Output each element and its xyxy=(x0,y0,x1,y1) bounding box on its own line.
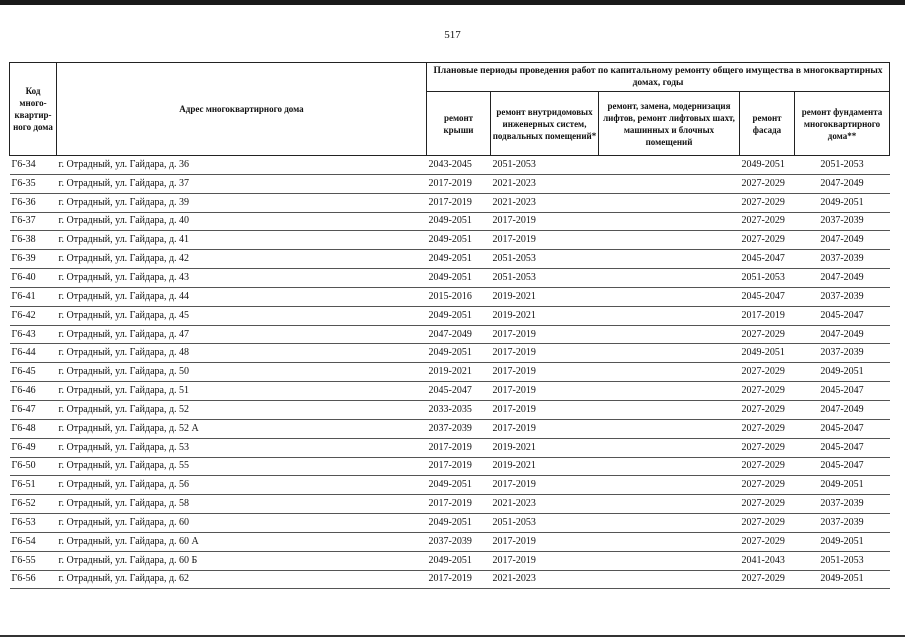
lift-repair-cell xyxy=(599,495,740,514)
roof-repair-cell: 2049-2051 xyxy=(427,514,491,533)
facade-repair-cell: 2049-2051 xyxy=(740,156,795,175)
table-row xyxy=(10,551,890,570)
roof-repair-cell: 2049-2051 xyxy=(427,476,491,495)
house-code-cell: Г6-51 xyxy=(10,476,57,495)
facade-repair-cell: 2041-2043 xyxy=(740,551,795,570)
address-cell: г. Отрадный, ул. Гайдара, д. 40 xyxy=(57,212,427,231)
facade-repair-cell: 2027-2029 xyxy=(740,400,795,419)
engineering-repair-cell: 2017-2019 xyxy=(491,476,599,495)
roof-repair-cell: 2033-2035 xyxy=(427,400,491,419)
foundation-repair-cell: 2037-2039 xyxy=(795,514,890,533)
engineering-repair-cell: 2019-2021 xyxy=(491,306,599,325)
engineering-repair-cell: 2021-2023 xyxy=(491,193,599,212)
engineering-repair-cell: 2017-2019 xyxy=(491,231,599,250)
foundation-repair-cell: 2047-2049 xyxy=(795,174,890,193)
house-code-cell: Г6-55 xyxy=(10,551,57,570)
lift-repair-cell xyxy=(599,438,740,457)
roof-repair-cell: 2037-2039 xyxy=(427,419,491,438)
table-row xyxy=(10,495,890,514)
roof-repair-cell: 2049-2051 xyxy=(427,269,491,288)
engineering-repair-cell: 2017-2019 xyxy=(491,363,599,382)
roof-repair-cell: 2017-2019 xyxy=(427,495,491,514)
lift-repair-cell xyxy=(599,363,740,382)
facade-repair-cell: 2027-2029 xyxy=(740,457,795,476)
header-code: Код много-квартир-ного дома xyxy=(10,63,57,156)
table-body xyxy=(10,156,890,589)
facade-repair-cell: 2049-2051 xyxy=(740,344,795,363)
roof-repair-cell: 2049-2051 xyxy=(427,250,491,269)
address-cell: г. Отрадный, ул. Гайдара, д. 60 А xyxy=(57,532,427,551)
engineering-repair-cell: 2017-2019 xyxy=(491,400,599,419)
engineering-repair-cell: 2017-2019 xyxy=(491,325,599,344)
table-row xyxy=(10,514,890,533)
house-code-cell: Г6-44 xyxy=(10,344,57,363)
address-cell: г. Отрадный, ул. Гайдара, д. 48 xyxy=(57,344,427,363)
lift-repair-cell xyxy=(599,306,740,325)
table-row xyxy=(10,532,890,551)
address-cell: г. Отрадный, ул. Гайдара, д. 51 xyxy=(57,382,427,401)
engineering-repair-cell: 2017-2019 xyxy=(491,344,599,363)
engineering-repair-cell: 2017-2019 xyxy=(491,419,599,438)
engineering-repair-cell: 2021-2023 xyxy=(491,174,599,193)
house-code-cell: Г6-38 xyxy=(10,231,57,250)
house-code-cell: Г6-41 xyxy=(10,287,57,306)
header-engineering: ремонт внутридомовых инженерных систем, подвальных помещений* xyxy=(491,92,599,156)
lift-repair-cell xyxy=(599,570,740,589)
house-code-cell: Г6-48 xyxy=(10,419,57,438)
address-cell: г. Отрадный, ул. Гайдара, д. 53 xyxy=(57,438,427,457)
bottom-rule xyxy=(0,635,905,637)
header-roof: ремонт крыши xyxy=(427,92,491,156)
foundation-repair-cell: 2037-2039 xyxy=(795,250,890,269)
lift-repair-cell xyxy=(599,325,740,344)
foundation-repair-cell: 2045-2047 xyxy=(795,419,890,438)
house-code-cell: Г6-35 xyxy=(10,174,57,193)
engineering-repair-cell: 2051-2053 xyxy=(491,250,599,269)
engineering-repair-cell: 2017-2019 xyxy=(491,551,599,570)
facade-repair-cell: 2027-2029 xyxy=(740,174,795,193)
address-cell: г. Отрадный, ул. Гайдара, д. 41 xyxy=(57,231,427,250)
address-cell: г. Отрадный, ул. Гайдара, д. 60 xyxy=(57,514,427,533)
foundation-repair-cell: 2049-2051 xyxy=(795,532,890,551)
address-cell: г. Отрадный, ул. Гайдара, д. 36 xyxy=(57,156,427,175)
table-row xyxy=(10,419,890,438)
header-facade: ремонт фасада xyxy=(740,92,795,156)
table-row xyxy=(10,231,890,250)
table-row xyxy=(10,193,890,212)
table-row xyxy=(10,476,890,495)
address-cell: г. Отрадный, ул. Гайдара, д. 56 xyxy=(57,476,427,495)
facade-repair-cell: 2027-2029 xyxy=(740,325,795,344)
foundation-repair-cell: 2049-2051 xyxy=(795,363,890,382)
foundation-repair-cell: 2049-2051 xyxy=(795,476,890,495)
foundation-repair-cell: 2047-2049 xyxy=(795,231,890,250)
address-cell: г. Отрадный, ул. Гайдара, д. 47 xyxy=(57,325,427,344)
table-row xyxy=(10,363,890,382)
foundation-repair-cell: 2037-2039 xyxy=(795,495,890,514)
engineering-repair-cell: 2017-2019 xyxy=(491,382,599,401)
facade-repair-cell: 2027-2029 xyxy=(740,514,795,533)
engineering-repair-cell: 2019-2021 xyxy=(491,457,599,476)
lift-repair-cell xyxy=(599,156,740,175)
lift-repair-cell xyxy=(599,193,740,212)
engineering-repair-cell: 2051-2053 xyxy=(491,156,599,175)
lift-repair-cell xyxy=(599,250,740,269)
lift-repair-cell xyxy=(599,287,740,306)
house-code-cell: Г6-53 xyxy=(10,514,57,533)
roof-repair-cell: 2047-2049 xyxy=(427,325,491,344)
house-code-cell: Г6-42 xyxy=(10,306,57,325)
foundation-repair-cell: 2049-2051 xyxy=(795,570,890,589)
address-cell: г. Отрадный, ул. Гайдара, д. 45 xyxy=(57,306,427,325)
table-row xyxy=(10,306,890,325)
roof-repair-cell: 2049-2051 xyxy=(427,344,491,363)
roof-repair-cell: 2017-2019 xyxy=(427,457,491,476)
table-row xyxy=(10,156,890,175)
lift-repair-cell xyxy=(599,231,740,250)
repair-schedule-table xyxy=(9,62,890,589)
address-cell: г. Отрадный, ул. Гайдара, д. 60 Б xyxy=(57,551,427,570)
engineering-repair-cell: 2051-2053 xyxy=(491,269,599,288)
house-code-cell: Г6-45 xyxy=(10,363,57,382)
lift-repair-cell xyxy=(599,419,740,438)
foundation-repair-cell: 2047-2049 xyxy=(795,269,890,288)
facade-repair-cell: 2027-2029 xyxy=(740,193,795,212)
roof-repair-cell: 2045-2047 xyxy=(427,382,491,401)
lift-repair-cell xyxy=(599,269,740,288)
address-cell: г. Отрадный, ул. Гайдара, д. 52 А xyxy=(57,419,427,438)
address-cell: г. Отрадный, ул. Гайдара, д. 37 xyxy=(57,174,427,193)
facade-repair-cell: 2027-2029 xyxy=(740,419,795,438)
facade-repair-cell: 2027-2029 xyxy=(740,231,795,250)
roof-repair-cell: 2049-2051 xyxy=(427,231,491,250)
facade-repair-cell: 2027-2029 xyxy=(740,532,795,551)
lift-repair-cell xyxy=(599,174,740,193)
house-code-cell: Г6-34 xyxy=(10,156,57,175)
facade-repair-cell: 2027-2029 xyxy=(740,382,795,401)
lift-repair-cell xyxy=(599,457,740,476)
foundation-repair-cell: 2045-2047 xyxy=(795,438,890,457)
house-code-cell: Г6-47 xyxy=(10,400,57,419)
house-code-cell: Г6-36 xyxy=(10,193,57,212)
foundation-repair-cell: 2049-2051 xyxy=(795,193,890,212)
engineering-repair-cell: 2017-2019 xyxy=(491,212,599,231)
table-row xyxy=(10,400,890,419)
table-row xyxy=(10,250,890,269)
house-code-cell: Г6-49 xyxy=(10,438,57,457)
facade-repair-cell: 2027-2029 xyxy=(740,363,795,382)
foundation-repair-cell: 2045-2047 xyxy=(795,457,890,476)
engineering-repair-cell: 2019-2021 xyxy=(491,438,599,457)
roof-repair-cell: 2017-2019 xyxy=(427,174,491,193)
roof-repair-cell: 2043-2045 xyxy=(427,156,491,175)
facade-repair-cell: 2027-2029 xyxy=(740,495,795,514)
lift-repair-cell xyxy=(599,551,740,570)
page-number: 517 xyxy=(444,29,461,41)
roof-repair-cell: 2049-2051 xyxy=(427,551,491,570)
roof-repair-cell: 2017-2019 xyxy=(427,438,491,457)
house-code-cell: Г6-39 xyxy=(10,250,57,269)
table-row xyxy=(10,457,890,476)
roof-repair-cell: 2037-2039 xyxy=(427,532,491,551)
address-cell: г. Отрадный, ул. Гайдара, д. 42 xyxy=(57,250,427,269)
house-code-cell: Г6-50 xyxy=(10,457,57,476)
address-cell: г. Отрадный, ул. Гайдара, д. 50 xyxy=(57,363,427,382)
house-code-cell: Г6-37 xyxy=(10,212,57,231)
roof-repair-cell: 2019-2021 xyxy=(427,363,491,382)
lift-repair-cell xyxy=(599,514,740,533)
header-periods-group: Плановые периоды проведения работ по капитальному ремонту общего имущества в многоквартирных домах, годы xyxy=(427,63,890,92)
foundation-repair-cell: 2051-2053 xyxy=(795,551,890,570)
house-code-cell: Г6-56 xyxy=(10,570,57,589)
foundation-repair-cell: 2047-2049 xyxy=(795,400,890,419)
lift-repair-cell xyxy=(599,400,740,419)
house-code-cell: Г6-46 xyxy=(10,382,57,401)
roof-repair-cell: 2015-2016 xyxy=(427,287,491,306)
address-cell: г. Отрадный, ул. Гайдара, д. 39 xyxy=(57,193,427,212)
header-lift: ремонт, замена, модернизация лифтов, ремонт лифтовых шахт, машинных и блочных помещений xyxy=(599,92,740,156)
table-row xyxy=(10,570,890,589)
engineering-repair-cell: 2021-2023 xyxy=(491,495,599,514)
roof-repair-cell: 2017-2019 xyxy=(427,193,491,212)
engineering-repair-cell: 2021-2023 xyxy=(491,570,599,589)
lift-repair-cell xyxy=(599,344,740,363)
lift-repair-cell xyxy=(599,532,740,551)
foundation-repair-cell: 2037-2039 xyxy=(795,287,890,306)
engineering-repair-cell: 2051-2053 xyxy=(491,514,599,533)
facade-repair-cell: 2027-2029 xyxy=(740,476,795,495)
facade-repair-cell: 2027-2029 xyxy=(740,438,795,457)
engineering-repair-cell: 2019-2021 xyxy=(491,287,599,306)
top-rule xyxy=(0,0,905,5)
house-code-cell: Г6-54 xyxy=(10,532,57,551)
table-row xyxy=(10,382,890,401)
house-code-cell: Г6-40 xyxy=(10,269,57,288)
table-row xyxy=(10,212,890,231)
foundation-repair-cell: 2045-2047 xyxy=(795,306,890,325)
lift-repair-cell xyxy=(599,382,740,401)
table-row xyxy=(10,344,890,363)
address-cell: г. Отрадный, ул. Гайдара, д. 52 xyxy=(57,400,427,419)
table-row xyxy=(10,438,890,457)
facade-repair-cell: 2045-2047 xyxy=(740,250,795,269)
house-code-cell: Г6-52 xyxy=(10,495,57,514)
facade-repair-cell: 2051-2053 xyxy=(740,269,795,288)
table-row xyxy=(10,325,890,344)
foundation-repair-cell: 2051-2053 xyxy=(795,156,890,175)
address-cell: г. Отрадный, ул. Гайдара, д. 55 xyxy=(57,457,427,476)
table-row xyxy=(10,174,890,193)
roof-repair-cell: 2049-2051 xyxy=(427,306,491,325)
foundation-repair-cell: 2037-2039 xyxy=(795,212,890,231)
facade-repair-cell: 2017-2019 xyxy=(740,306,795,325)
table-row xyxy=(10,269,890,288)
header-foundation: ремонт фундамента многоквартирного дома** xyxy=(795,92,890,156)
address-cell: г. Отрадный, ул. Гайдара, д. 44 xyxy=(57,287,427,306)
table-row xyxy=(10,287,890,306)
address-cell: г. Отрадный, ул. Гайдара, д. 58 xyxy=(57,495,427,514)
facade-repair-cell: 2027-2029 xyxy=(740,570,795,589)
foundation-repair-cell: 2047-2049 xyxy=(795,325,890,344)
lift-repair-cell xyxy=(599,212,740,231)
facade-repair-cell: 2027-2029 xyxy=(740,212,795,231)
address-cell: г. Отрадный, ул. Гайдара, д. 62 xyxy=(57,570,427,589)
roof-repair-cell: 2049-2051 xyxy=(427,212,491,231)
roof-repair-cell: 2017-2019 xyxy=(427,570,491,589)
facade-repair-cell: 2045-2047 xyxy=(740,287,795,306)
address-cell: г. Отрадный, ул. Гайдара, д. 43 xyxy=(57,269,427,288)
house-code-cell: Г6-43 xyxy=(10,325,57,344)
lift-repair-cell xyxy=(599,476,740,495)
engineering-repair-cell: 2017-2019 xyxy=(491,532,599,551)
foundation-repair-cell: 2037-2039 xyxy=(795,344,890,363)
foundation-repair-cell: 2045-2047 xyxy=(795,382,890,401)
header-address: Адрес многоквартирного дома xyxy=(57,63,427,156)
